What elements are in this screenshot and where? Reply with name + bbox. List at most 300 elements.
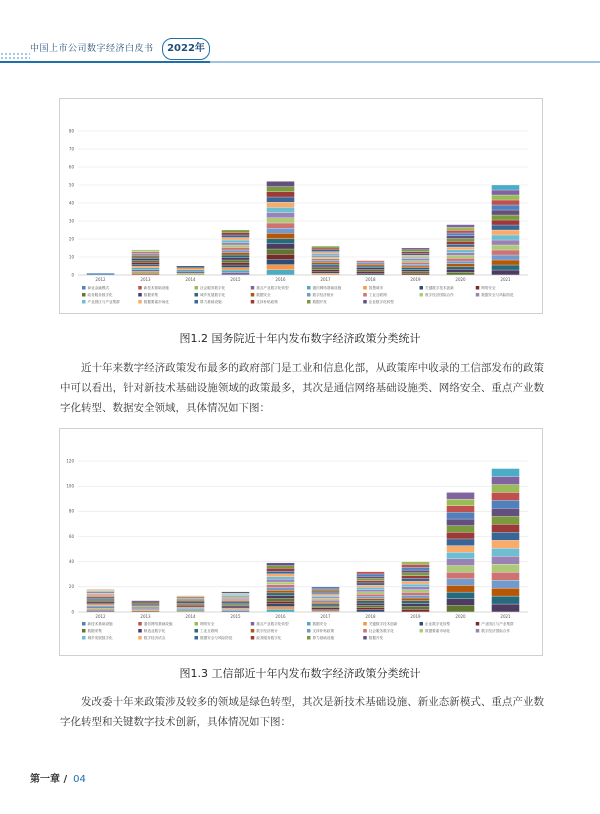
bar-segment [447,585,475,592]
bar-segment [312,259,340,261]
legend-entry: 数字经济试点 [143,636,166,640]
legend-swatch [363,636,367,640]
bar-segment [447,492,475,499]
bar-segment [402,564,430,567]
bar-segment [357,266,385,268]
header-dots-decoration [0,52,30,60]
bar-segment [492,225,520,230]
legend-entry: 智慧城市 [368,286,384,290]
bar-segment [447,499,475,506]
bar-segment [267,563,295,566]
bar-segment [267,571,295,574]
bar-segment [267,582,295,585]
legend-swatch [476,286,480,290]
bar-segment [132,603,160,604]
bar-segment [492,484,520,492]
legend-entry: 社会服务数字化 [200,286,226,290]
figure1-caption: 图1.2 国务院近十年内发布数字经济政策分类统计 [179,332,421,345]
bar-segment [492,200,520,205]
legend-swatch [420,629,424,633]
y-tick-label: 120 [66,458,74,464]
bar-segment [222,606,250,607]
bar-segment [402,590,430,593]
bar-segment [492,524,520,532]
x-tick-label: 2013 [140,277,151,282]
bar-segment [177,604,205,605]
figure2-caption: 图1.3 工信部近十年内发布数字经济政策分类统计 [179,667,421,680]
legend-entry: 产业园区与产业集群 [481,622,514,626]
bar-segment [177,599,205,600]
bar-segment [447,239,475,242]
bar-segment [447,559,475,566]
legend-entry: 工业互联网 [200,629,218,633]
legend-entry: 政务服务数字化 [256,636,282,640]
bar-segment [87,601,115,602]
bar-segment [87,606,115,607]
bar-segment [222,253,250,256]
legend-entry: 政务服务数字化 [87,293,113,297]
bar-segment [357,581,385,583]
legend-entry: 企业数字化转型 [368,300,394,304]
legend-swatch [307,293,311,297]
legend-swatch [195,293,199,297]
y-tick-label: 0 [71,272,74,278]
legend-entry: 数据开发 [312,300,327,304]
bar-segment [312,594,340,595]
bar-segment [447,255,475,258]
legend-swatch [251,300,255,304]
y-tick-label: 10 [68,254,74,260]
bar-segment [447,269,475,272]
paragraph-2: 发改委十年来政策涉及较多的领域是绿色转型，其次是新技术基础设施、新业态新模式、重点产业数字化转型和关键数字技术创新，具体情况如下图： [60,696,544,728]
legend-swatch [82,286,86,290]
y-tick-label: 20 [68,584,74,590]
bar-segment [312,608,340,609]
legend-swatch [195,629,199,633]
bar-segment [492,564,520,572]
legend-swatch [82,300,86,304]
legend-swatch [251,629,255,633]
bar-segment [222,258,250,261]
bar-segment [492,492,520,500]
legend-swatch [420,622,424,626]
bar-segment [87,598,115,599]
bar-segment [357,574,385,576]
legend-swatch [307,629,311,633]
chart-state-council [59,98,543,314]
bar-segment [492,572,520,580]
legend-swatch [363,629,367,633]
bar-segment [267,192,295,197]
bar-segment [222,230,250,233]
legend-entry: 数字经济统计 [256,629,278,633]
y-tick-label: 80 [68,508,74,514]
legend-swatch [138,300,142,304]
bar-segment [132,268,160,270]
bar-segment [87,594,115,595]
bar-segment [402,604,430,607]
bar-segment [402,257,430,259]
bar-segment [312,246,340,248]
bar-segment [447,546,475,553]
legend-swatch [363,622,367,626]
bar-segment [177,266,205,268]
bar-segment [447,253,475,256]
bar-segment [222,599,250,600]
bar-segment [267,228,295,233]
bar-segment [312,588,340,589]
bar-segment [267,207,295,212]
y-tick-label: 100 [66,483,74,489]
bar-segment [267,187,295,192]
bar-segment [402,573,430,576]
bar-segment [267,607,295,610]
x-tick-label: 2015 [230,614,241,619]
bar-segment [267,181,295,186]
bar-segment [87,609,115,610]
bar-segment [447,599,475,606]
bar-segment [447,250,475,253]
legend-entry: 数字经济国际合作 [425,293,454,297]
legend-entry: 新技术基础设施 [143,286,169,290]
bar-segment [222,268,250,271]
bar-segment [492,477,520,485]
bar-segment [447,552,475,559]
bar-segment [87,597,115,598]
legend-entry: 数据安全 [256,293,271,297]
bar-segment [222,607,250,608]
bar-segment [312,257,340,259]
bar-segment [87,591,115,592]
bar-segment [357,605,385,607]
bar-segment [447,236,475,239]
legend-swatch [476,629,480,633]
bar-segment [402,587,430,590]
y-tick-label: 80 [68,128,74,134]
bar-segment [357,587,385,589]
bar-segment [357,608,385,610]
legend-entry: 数据安全与风险防范 [200,636,233,640]
legend-entry: 工业互联网 [368,293,387,297]
bar-segment [177,271,205,273]
legend-entry: 城乡发展数字化 [87,636,113,640]
bar-segment [132,252,160,254]
legend-swatch [476,293,480,297]
bar-segment [87,607,115,608]
bar-segment [357,261,385,263]
bar-segment [222,260,250,263]
legend-entry: 数据安全与风险防范 [481,293,514,297]
legend-swatch [138,286,142,290]
bar-segment [402,606,430,609]
bar-segment [447,264,475,267]
bar-segment [312,606,340,607]
bar-segment [312,587,340,588]
x-tick-label: 2019 [410,277,421,282]
paragraph-1: 近十年来数字经济政策发布最多的政府部门是工业和信息化部，从政策库中收录的工信部发布的政策中可以看出，针对新技术基础设施领域的政策最多，其次是通信网络基础设施类、网络安全、重点产业数字化转型、数据安全领域，具体情况如下图： [60,362,544,414]
bar-segment [492,215,520,220]
bar-segment [222,248,250,251]
legend-entry: 制造业数字化 [143,629,166,633]
bar-segment [492,508,520,516]
bar-segment [492,548,520,556]
x-tick-label: 2017 [320,277,331,282]
bar-segment [312,609,340,610]
bar-segment [447,526,475,533]
bar-segment [222,238,250,241]
bar-segment [312,262,340,264]
legend-entry: 数字经济统计 [312,293,335,297]
bar-segment [87,599,115,600]
bar-segment [222,604,250,605]
bar-segment [222,592,250,593]
bar-segment [447,572,475,579]
bar-segment [402,252,430,254]
bar-segment [312,264,340,266]
bar-segment [402,259,430,261]
bar-segment [447,258,475,261]
x-tick-label: 2019 [410,614,421,619]
bar-segment [312,592,340,593]
bar-segment [447,247,475,250]
bar-segment [357,599,385,601]
bar-segment [312,595,340,596]
legend-swatch [82,629,86,633]
bar-segment [222,609,250,610]
bar-segment [222,233,250,236]
bar-segment [267,213,295,218]
bar-segment [402,264,430,266]
y-tick-label: 30 [68,218,74,224]
bar-segment [357,578,385,580]
bar-segment [132,266,160,268]
bar-segment [402,567,430,570]
bar-segment [357,590,385,592]
legend-swatch [251,293,255,297]
bar-segment [492,205,520,210]
legend-swatch [307,636,311,640]
legend-entry: 重点产业数字化转型 [256,622,289,626]
bar-segment [402,601,430,604]
bar-segment [492,556,520,564]
bar-segment [447,519,475,526]
bar-segment [132,602,160,603]
bar-segment [447,532,475,539]
page-header [0,38,600,62]
bar-segment [312,598,340,599]
bar-segment [132,606,160,607]
legend-entry: 支持补贴政策 [256,300,278,304]
legend-swatch [307,300,311,304]
bar-segment [222,602,250,603]
chart1-svg [60,99,542,313]
x-tick-label: 2020 [455,277,466,282]
bar-segment [267,218,295,223]
bar-segment [447,506,475,513]
bar-segment [87,602,115,603]
legend-entry: 社会服务数字化 [368,629,394,633]
bar-segment [357,271,385,273]
chart-miit [59,428,543,656]
legend-swatch [82,636,86,640]
legend-entry: 数字经济国际合作 [481,629,510,633]
y-tick-label: 0 [71,609,74,615]
bar-segment [222,597,250,598]
legend-entry: 关键数字技术创新 [425,286,454,290]
bar-segment [492,230,520,235]
x-tick-label: 2014 [185,277,196,282]
bar-segment [222,265,250,268]
bar-segment [402,562,430,565]
bar-segment [87,592,115,593]
legend-entry: 网络安全 [481,286,496,290]
bar-segment [312,601,340,602]
legend-entry: 网络安全 [200,622,215,626]
bar-segment [87,604,115,605]
bar-segment [492,185,520,190]
legend-swatch [363,286,367,290]
bar-segment [132,271,160,273]
x-tick-label: 2014 [185,614,196,619]
bar-segment [177,597,205,598]
bar-segment [357,572,385,574]
bar-segment [132,250,160,252]
bar-segment [132,257,160,259]
y-tick-label: 40 [68,200,74,206]
bar-segment [312,261,340,263]
bar-segment [402,268,430,270]
header-title: 中国上市公司数字经济白皮书 [30,44,154,54]
bar-segment [222,240,250,243]
bar-segment [492,500,520,508]
bar-segment [447,566,475,573]
y-tick-label: 50 [68,182,74,188]
bar-segment [222,596,250,597]
bar-segment [177,596,205,597]
bar-segment [267,593,295,596]
bar-segment [447,225,475,228]
bar-segment [177,270,205,272]
x-tick-label: 2020 [455,614,466,619]
chart2-svg [60,429,542,655]
bar-segment [267,609,295,612]
bar-segment [222,270,250,273]
bar-segment [222,243,250,246]
footer-chapter: 第一章 / [30,774,68,785]
legend-entry: 新技术基础设施 [87,622,113,626]
bar-segment [132,264,160,266]
x-tick-label: 2017 [320,614,331,619]
bar-segment [222,263,250,266]
bar-segment [447,267,475,270]
legend-swatch [251,622,255,626]
x-tick-label: 2021 [500,614,511,619]
bar-segment [132,608,160,609]
bar-segment [402,261,430,263]
bar-segment [312,248,340,250]
bar-segment [267,197,295,202]
legend-swatch [82,622,86,626]
bar-segment [132,607,160,608]
bar-segment [357,603,385,605]
bar-segment [402,578,430,581]
y-tick-label: 20 [68,236,74,242]
bar-segment [447,227,475,230]
x-tick-label: 2016 [275,277,286,282]
legend-swatch [195,622,199,626]
x-tick-label: 2021 [500,277,511,282]
bar-segment [132,601,160,602]
bar-segment [402,581,430,584]
bar-segment [132,270,160,272]
y-tick-label: 40 [68,559,74,565]
bar-segment [492,220,520,225]
bar-segment [357,601,385,603]
bar-segment [267,574,295,577]
legend-swatch [195,636,199,640]
bar-segment [447,241,475,244]
bar-segment [267,270,295,275]
legend-swatch [363,293,367,297]
legend-entry: 数据安全 [312,622,327,626]
footer-page-number: 04 [73,774,86,785]
bar-segment [357,610,385,612]
bar-segment [177,602,205,603]
legend-entry: 商业金融模式 [87,286,110,290]
bar-segment [402,262,430,264]
bar-segment [447,272,475,275]
bar-segment [312,266,340,268]
bar-segment [87,593,115,594]
bar-segment [312,605,340,606]
bar-segment [267,566,295,569]
bar-segment [267,587,295,590]
x-tick-label: 2013 [140,614,151,619]
bar-segment [132,262,160,264]
bar-segment [267,598,295,601]
bar-segment [402,248,430,250]
bar-segment [87,589,115,590]
bar-segment [312,602,340,603]
bar-segment [222,608,250,609]
bar-segment [492,250,520,255]
header-year-badge: 2022年 [162,38,210,60]
bar-segment [492,255,520,260]
bar-segment [267,601,295,604]
bar-segment [402,253,430,255]
legend-entry: 关键数字技术创新 [368,622,398,626]
bar-segment [312,604,340,605]
bar-segment [357,585,385,587]
legend-swatch [138,293,142,297]
x-tick-label: 2012 [95,614,106,619]
bar-segment [267,244,295,249]
legend-swatch [363,300,367,304]
bar-segment [357,592,385,594]
bar-segment [312,591,340,592]
bar-segment [267,604,295,607]
bar-segment [312,268,340,270]
legend-swatch [307,286,311,290]
bar-segment [402,271,430,273]
bar-segment [222,601,250,602]
bar-segment [267,233,295,238]
bar-segment [177,603,205,604]
bar-segment [312,597,340,598]
bar-segment [312,271,340,273]
bar-segment [267,249,295,254]
bar-segment [132,609,160,610]
